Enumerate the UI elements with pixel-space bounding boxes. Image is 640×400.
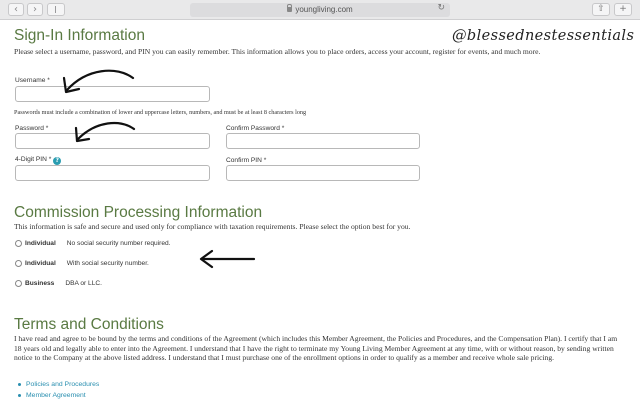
toolbar-right bbox=[592, 3, 632, 16]
pin-label: 4-Digit PIN * bbox=[15, 156, 52, 163]
commission-intro: This information is safe and secure and used only for compliance with taxation requirements. Please select the option best for you. bbox=[14, 222, 411, 231]
radio-option-label: Business bbox=[25, 280, 55, 287]
share-button[interactable]: ⇧ bbox=[592, 3, 610, 16]
radio-individual-no-ssn[interactable] bbox=[15, 240, 171, 247]
arrow-to-username-icon bbox=[55, 64, 140, 100]
radio-button[interactable] bbox=[15, 240, 22, 247]
address-bar[interactable] bbox=[190, 3, 450, 17]
policies-link[interactable]: Policies and Procedures bbox=[26, 381, 100, 388]
username-label: Username * bbox=[15, 77, 50, 84]
radio-option-label: Individual bbox=[25, 240, 56, 247]
watermark-handle: @blessednestessentials bbox=[452, 28, 635, 44]
confirm-password-input[interactable] bbox=[226, 133, 420, 149]
list-item bbox=[26, 379, 99, 390]
back-button[interactable]: ‹ bbox=[8, 3, 24, 16]
nav-buttons bbox=[8, 3, 43, 16]
arrow-to-password-icon bbox=[70, 117, 140, 147]
radio-option-label: Individual bbox=[25, 260, 56, 267]
password-rule: Passwords must include a combination of lower and uppercase letters, numbers, and must be at least 8 characters long bbox=[14, 109, 307, 116]
signin-intro: Please select a username, password, and PIN you can easily remember. This information allows you to place orders, access your account, register for events, and much more. bbox=[14, 47, 541, 56]
commission-title: Commission Processing Information bbox=[14, 204, 263, 221]
signin-title: Sign-In Information bbox=[14, 27, 145, 44]
reload-icon[interactable]: ↻ bbox=[437, 3, 445, 13]
radio-button[interactable] bbox=[15, 280, 22, 287]
new-tab-button[interactable]: + bbox=[614, 3, 632, 16]
help-icon[interactable]: ? bbox=[53, 157, 61, 165]
arrow-to-commission-icon bbox=[196, 248, 258, 270]
url-text: youngliving.com bbox=[295, 5, 353, 14]
terms-text: I have read and agree to be bound by the terms and conditions of the Agreement (which includes this Member Agreement, the Policies and Procedures, and the Compensation Plan). I certify that I am 18 years old and legally able to enter into the Agreement. I understand that I have the right to terminate my Young Living Member Agreement at any time, with or without reason, by sending written notice to the Company at the above listed address. I understand that I must purchase one of the enrollment options in order to qualify as a member and receive whole sale pricing. bbox=[14, 334, 618, 363]
list-item bbox=[26, 390, 99, 400]
confirm-password-label: Confirm Password * bbox=[226, 125, 285, 132]
radio-button[interactable] bbox=[15, 260, 22, 267]
forward-button[interactable]: › bbox=[27, 3, 43, 16]
radio-business[interactable] bbox=[15, 280, 102, 287]
radio-individual-ssn[interactable] bbox=[15, 260, 149, 267]
pin-input[interactable] bbox=[15, 165, 210, 181]
radio-option-desc: DBA or LLC. bbox=[65, 280, 102, 287]
confirm-pin-label: Confirm PIN * bbox=[226, 157, 267, 164]
password-label: Password * bbox=[15, 125, 49, 132]
browser-toolbar bbox=[0, 0, 640, 20]
member-agreement-link[interactable]: Member Agreement bbox=[26, 392, 86, 399]
lock-icon bbox=[287, 7, 292, 12]
radio-option-desc: No social security number required. bbox=[66, 240, 171, 247]
terms-links bbox=[26, 379, 99, 400]
sidebar-toggle-button[interactable] bbox=[47, 3, 65, 16]
terms-title: Terms and Conditions bbox=[14, 316, 164, 333]
radio-option-desc: With social security number. bbox=[66, 260, 149, 267]
confirm-pin-input[interactable] bbox=[226, 165, 420, 181]
pin-label-row bbox=[15, 156, 61, 165]
